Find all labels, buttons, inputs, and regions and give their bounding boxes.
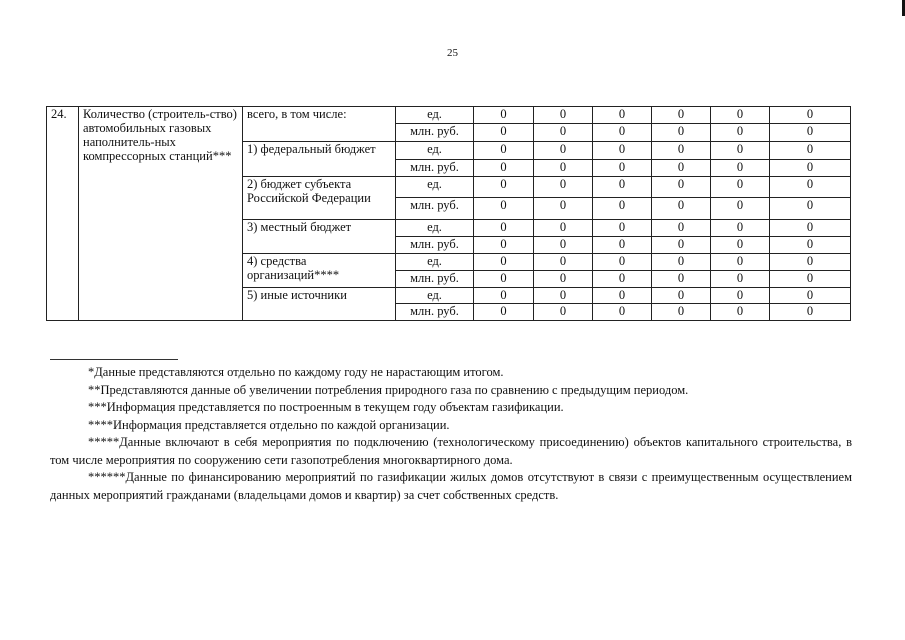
value-cell: 0: [534, 177, 593, 198]
value-cell: 0: [534, 198, 593, 220]
value-cell: 0: [711, 304, 770, 321]
value-cell: 0: [593, 304, 652, 321]
value-cell: 0: [652, 142, 711, 160]
value-cell: 0: [711, 160, 770, 177]
value-cell: 0: [770, 177, 851, 198]
value-cell: 0: [770, 237, 851, 254]
value-cell: 0: [474, 142, 534, 160]
value-cell: 0: [711, 177, 770, 198]
item-number: 24.: [47, 107, 79, 321]
value-cell: 0: [770, 198, 851, 220]
value-cell: 0: [474, 288, 534, 304]
value-cell: 0: [770, 220, 851, 237]
value-cell: 0: [652, 304, 711, 321]
value-cell: 0: [652, 288, 711, 304]
value-cell: 0: [593, 271, 652, 288]
value-cell: 0: [474, 304, 534, 321]
value-cell: 0: [474, 124, 534, 142]
unit-cell: ед.: [396, 142, 474, 160]
value-cell: 0: [652, 107, 711, 124]
value-cell: 0: [770, 142, 851, 160]
value-cell: 0: [770, 271, 851, 288]
table-row: [47, 107, 851, 124]
footnote: ***Информация представляется по построенным в текущем году объектам газификации.: [88, 400, 564, 414]
value-cell: 0: [652, 198, 711, 220]
value-cell: 0: [474, 160, 534, 177]
value-cell: 0: [711, 220, 770, 237]
value-cell: 0: [593, 237, 652, 254]
funding-source-label: 1) федеральный бюджет: [243, 142, 396, 177]
value-cell: 0: [652, 124, 711, 142]
value-cell: 0: [711, 124, 770, 142]
funding-source-label: 4) средства организаций****: [243, 254, 396, 288]
value-cell: 0: [711, 237, 770, 254]
footnote: *****Данные включают в себя мероприятия по подключению (технологическому присоединению) объектов капитального строительства, в том числе мероприятия по сооружению сети газопотребления многоквартирного дома.: [50, 435, 852, 467]
value-cell: 0: [534, 142, 593, 160]
funding-source-label: 5) иные источники: [243, 288, 396, 321]
value-cell: 0: [711, 254, 770, 271]
value-cell: 0: [593, 220, 652, 237]
value-cell: 0: [474, 271, 534, 288]
unit-cell: млн. руб.: [396, 160, 474, 177]
value-cell: 0: [711, 198, 770, 220]
unit-cell: ед.: [396, 107, 474, 124]
value-cell: 0: [652, 237, 711, 254]
funding-source-label: 3) местный бюджет: [243, 220, 396, 254]
value-cell: 0: [593, 160, 652, 177]
value-cell: 0: [711, 271, 770, 288]
value-cell: 0: [652, 254, 711, 271]
unit-cell: ед.: [396, 288, 474, 304]
funding-source-label: всего, в том числе:: [243, 107, 396, 142]
value-cell: 0: [593, 288, 652, 304]
value-cell: 0: [474, 107, 534, 124]
value-cell: 0: [534, 220, 593, 237]
value-cell: 0: [534, 237, 593, 254]
value-cell: 0: [770, 124, 851, 142]
unit-cell: млн. руб.: [396, 271, 474, 288]
value-cell: 0: [711, 288, 770, 304]
value-cell: 0: [770, 107, 851, 124]
footnote: ****Информация представляется отдельно по каждой организации.: [88, 417, 450, 432]
unit-cell: млн. руб.: [396, 124, 474, 142]
item-name: Количество (строитель-ство) автомобильных газовых наполнитель-ных компрессорных станций***: [79, 107, 243, 321]
value-cell: 0: [474, 198, 534, 220]
page-number: 25: [447, 47, 458, 59]
value-cell: 0: [474, 237, 534, 254]
value-cell: 0: [770, 254, 851, 271]
value-cell: 0: [770, 304, 851, 321]
unit-cell: млн. руб.: [396, 237, 474, 254]
value-cell: 0: [534, 107, 593, 124]
value-cell: 0: [593, 254, 652, 271]
value-cell: 0: [474, 220, 534, 237]
value-cell: 0: [711, 142, 770, 160]
unit-cell: ед.: [396, 177, 474, 198]
unit-cell: млн. руб.: [396, 198, 474, 220]
unit-cell: ед.: [396, 254, 474, 271]
value-cell: 0: [652, 177, 711, 198]
value-cell: 0: [534, 304, 593, 321]
value-cell: 0: [534, 160, 593, 177]
value-cell: 0: [593, 142, 652, 160]
data-table: [46, 106, 851, 321]
value-cell: 0: [593, 107, 652, 124]
value-cell: 0: [770, 288, 851, 304]
value-cell: 0: [534, 288, 593, 304]
value-cell: 0: [652, 160, 711, 177]
value-cell: 0: [711, 107, 770, 124]
unit-cell: млн. руб.: [396, 304, 474, 321]
value-cell: 0: [593, 177, 652, 198]
value-cell: 0: [474, 177, 534, 198]
value-cell: 0: [652, 271, 711, 288]
unit-cell: ед.: [396, 220, 474, 237]
footnote-separator: [50, 359, 178, 360]
value-cell: 0: [474, 254, 534, 271]
footnote: *Данные представляются отдельно по каждому году не нарастающим итогом.: [88, 365, 504, 379]
funding-source-label: 2) бюджет субъекта Российской Федерации: [243, 177, 396, 220]
footnote: ******Данные по финансированию мероприятий по газификации жилых домов отсутствуют в связи с преимущественным осуществлением данных мероприятий гражданами (владельцами домов и квартир) за счет собственных средств.: [50, 470, 852, 502]
value-cell: 0: [534, 124, 593, 142]
value-cell: 0: [593, 124, 652, 142]
footnotes: [50, 364, 852, 504]
value-cell: 0: [770, 160, 851, 177]
footnote: **Представляются данные об увеличении потребления природного газа по сравнению с предыдущим периодом.: [88, 382, 689, 397]
value-cell: 0: [534, 271, 593, 288]
value-cell: 0: [652, 220, 711, 237]
value-cell: 0: [534, 254, 593, 271]
value-cell: 0: [593, 198, 652, 220]
